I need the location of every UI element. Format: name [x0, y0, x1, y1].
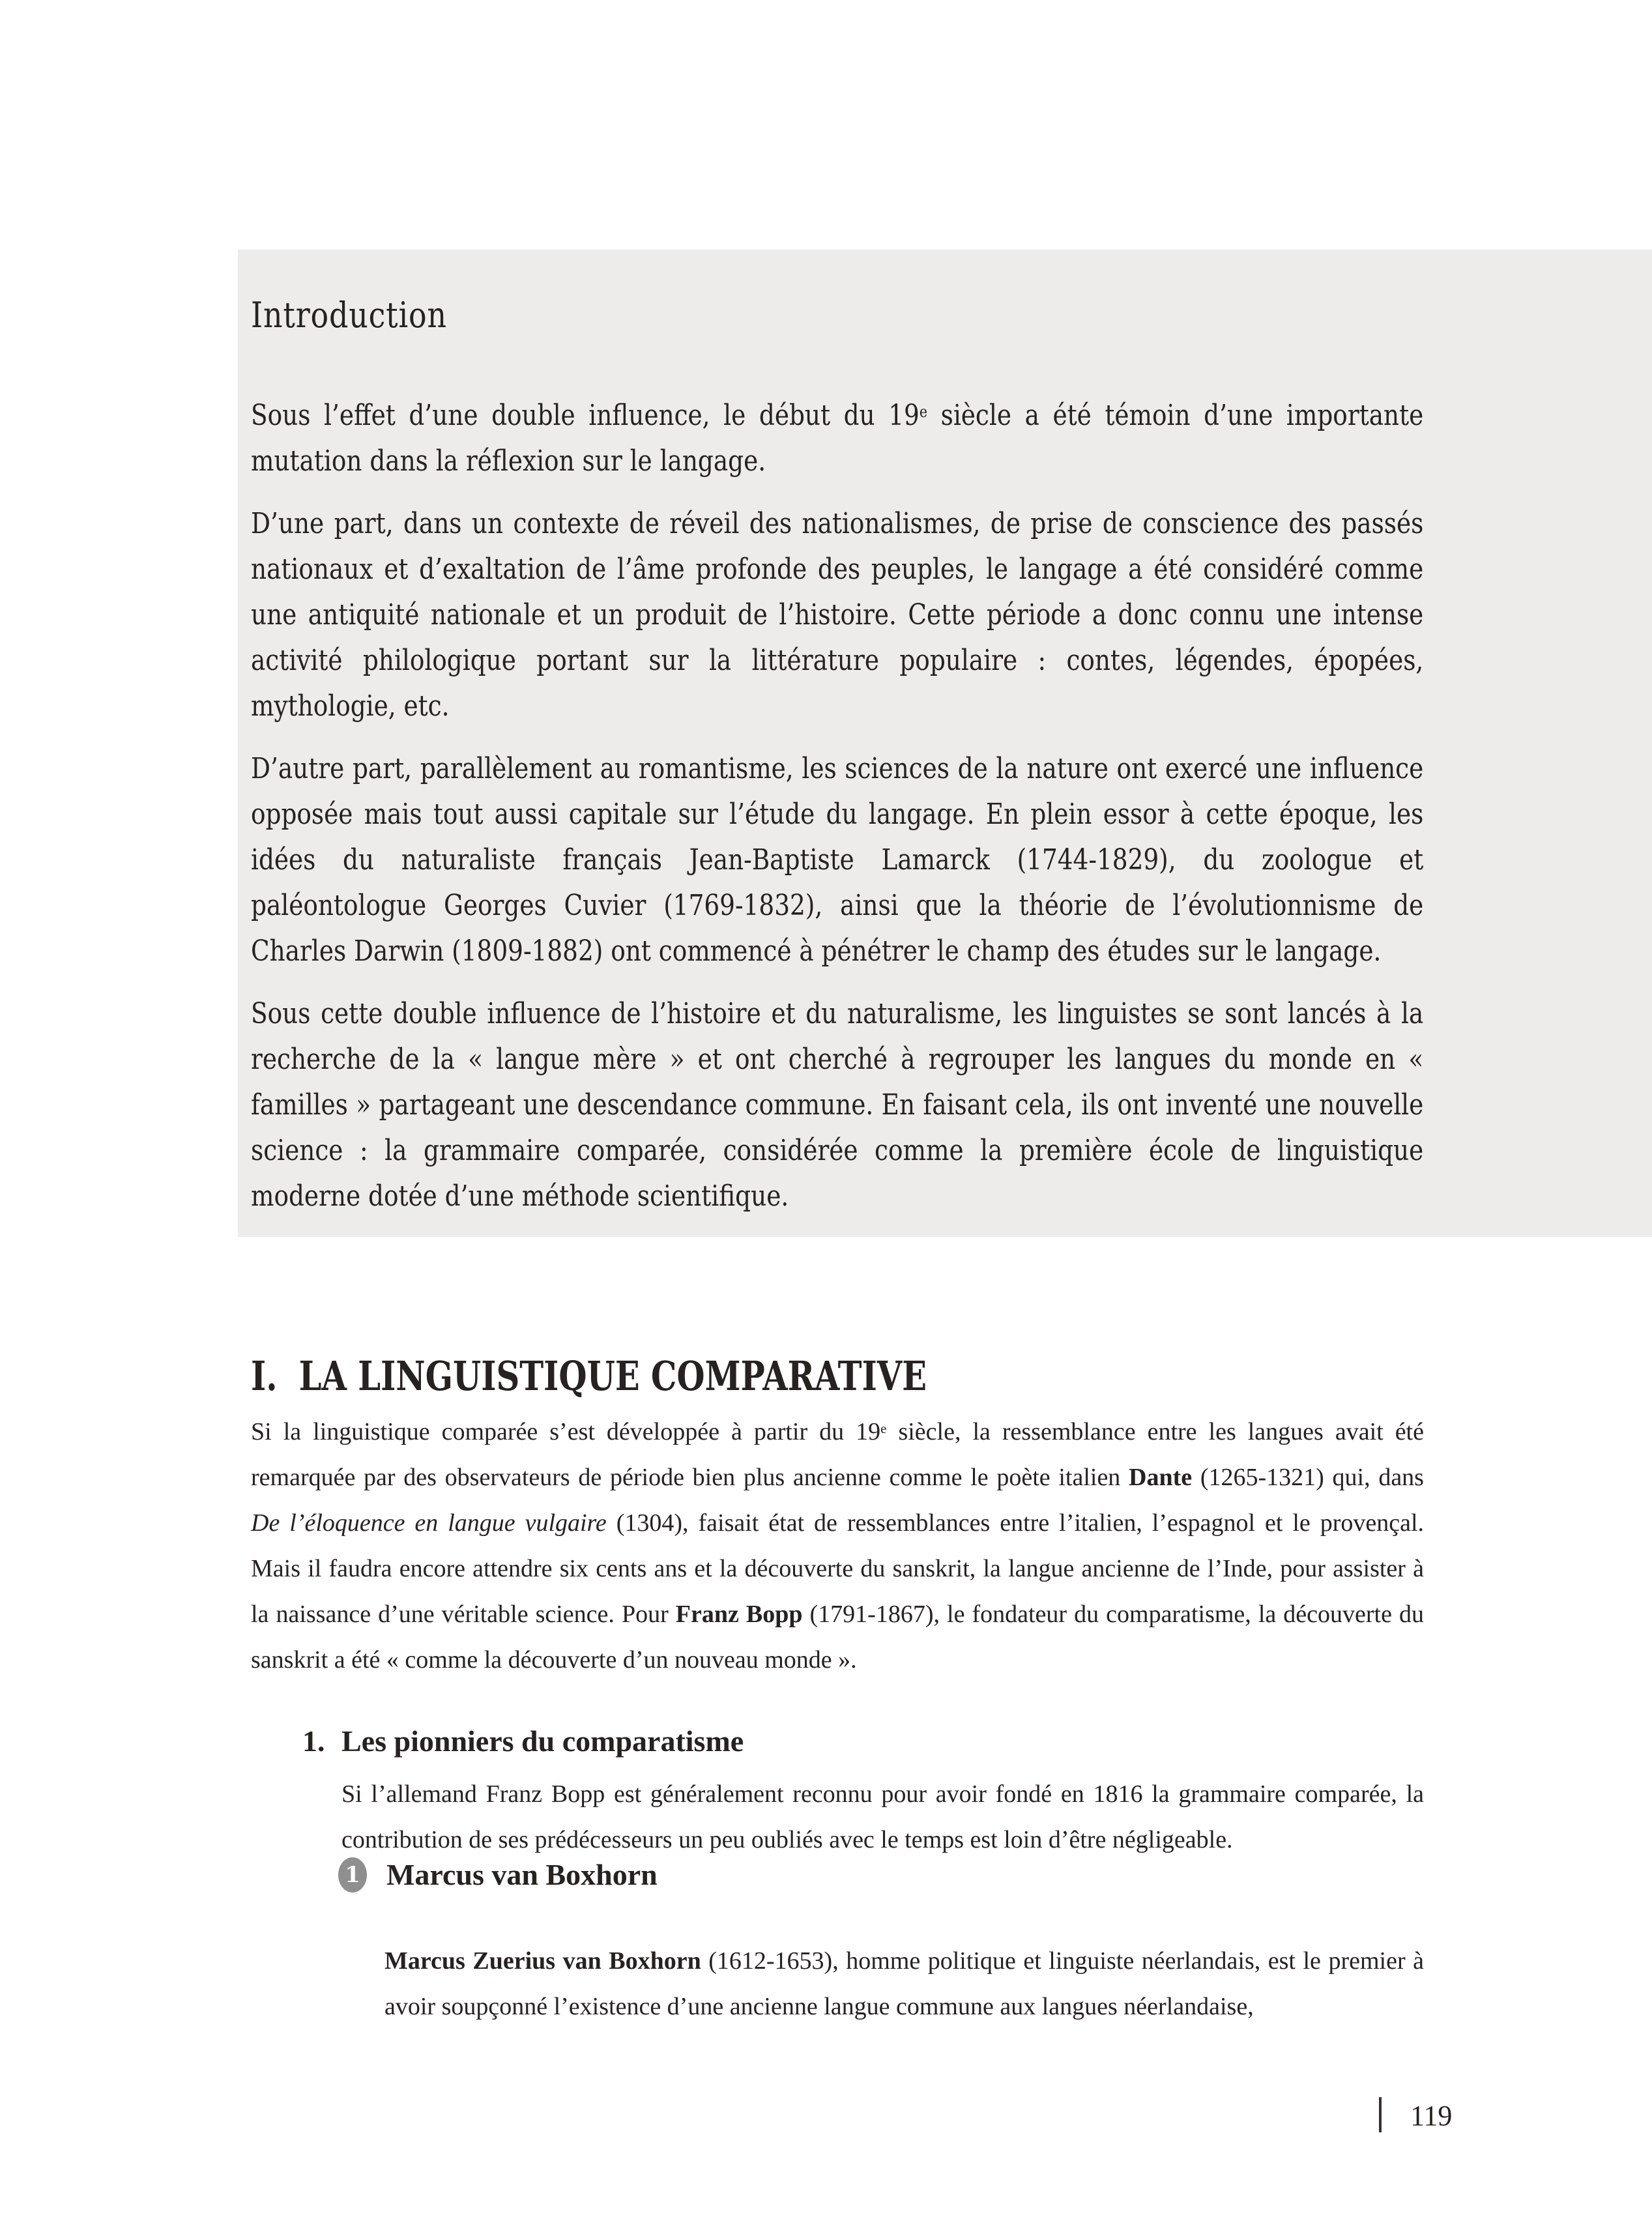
- intro-title: Introduction: [251, 295, 447, 336]
- subsection-title: Les pionniers du comparatisme: [341, 1724, 744, 1758]
- pioneer-paragraph: Marcus Zuerius van Boxhorn (1612-1653), homme politique et linguiste néerlandais, est le premier à avoir soupçonné l’existence d’une ancienne langue commune aux langues néerlandaise,: [384, 1947, 1425, 2020]
- intro-highlight-box: [238, 250, 1652, 1237]
- intro-paragraph-1: Sous l’effet d’une double influence, le début du 19e siècle a été témoin d’une importante mutation dans la réflexion sur le langage.: [251, 399, 1424, 478]
- intro-paragraph-2: D’une part, dans un contexte de réveil des nationalismes, de prise de conscience des passés nationaux et d’exaltation de l’âme profonde des peuples, le langage a été considéré comme une antiquité nationale et un produit de l’histoire. Cette période a donc connu une intense activité philologique portant sur la littérature populaire : contes, légendes, épopées, mythologie, etc.: [251, 507, 1424, 723]
- intro-paragraph-3: D’autre part, parallèlement au romantisme, les sciences de la nature ont exercé une influence opposée mais tout aussi capitale sur l’étude du langage. En plein essor à cette époque, les idées du naturaliste français Jean-Baptiste Lamarck (1744-1829), du zoologue et paléontologue Georges Cuvier (1769-1832), ainsi que la théorie de l’évolutionnisme de Charles Darwin (1809-1882) ont commencé à pénétrer le champ des études sur le langage.: [251, 752, 1424, 968]
- page-number-divider: [1379, 2097, 1382, 2132]
- subsection-paragraph: Si l’allemand Franz Bopp est généralement reconnu pour avoir fondé en 1816 la grammaire comparée, la contribution de ses prédécesseurs un peu oubliés avec le temps est loin d’être négligeable.: [341, 1780, 1424, 1853]
- section-number: I.: [251, 1352, 278, 1400]
- intro-paragraph-4: Sous cette double influence de l’histoire et du naturalisme, les linguistes se sont lancés à la recherche de la « langue mère » et ont cherché à regrouper les langues du monde en « familles » partageant une descendance commune. En faisant cela, ils ont inventé une nouvelle science : la grammaire comparée, considérée comme la première école de linguistique moderne dotée d’une méthode scientifique.: [251, 997, 1424, 1213]
- section-heading: [251, 1352, 927, 1400]
- subsection-number: 1.: [302, 1724, 325, 1758]
- pioneer-title: Marcus van Boxhorn: [386, 1858, 658, 1891]
- pioneer-item-heading: [338, 1857, 658, 1893]
- page-number: 119: [1410, 2100, 1453, 2132]
- subsection-heading: [302, 1723, 744, 1760]
- section-paragraph: Si la linguistique comparée s’est développée à partir du 19e siècle, la ressemblance entre les langues avait été remarquée par des observateurs de période bien plus ancienne comme le poète italien Dante (1265-1321) qui, dans De l’éloquence en langue vulgaire (1304), faisait état de ressemblances entre l’italien, l’espagnol et le provençal. Mais il faudra encore attendre six cents ans et la découverte du sanskrit, la langue ancienne de l’Inde, pour assister à la naissance d’une véritable science. Pour Franz Bopp (1791-1867), le fondateur du comparatisme, la découverte du sanskrit a été « comme la découverte d’un nouveau monde ».: [251, 1418, 1425, 1674]
- section-title: LA LINGUISTIQUE COMPARATIVE: [298, 1352, 927, 1400]
- numbered-badge: 1: [338, 1857, 367, 1893]
